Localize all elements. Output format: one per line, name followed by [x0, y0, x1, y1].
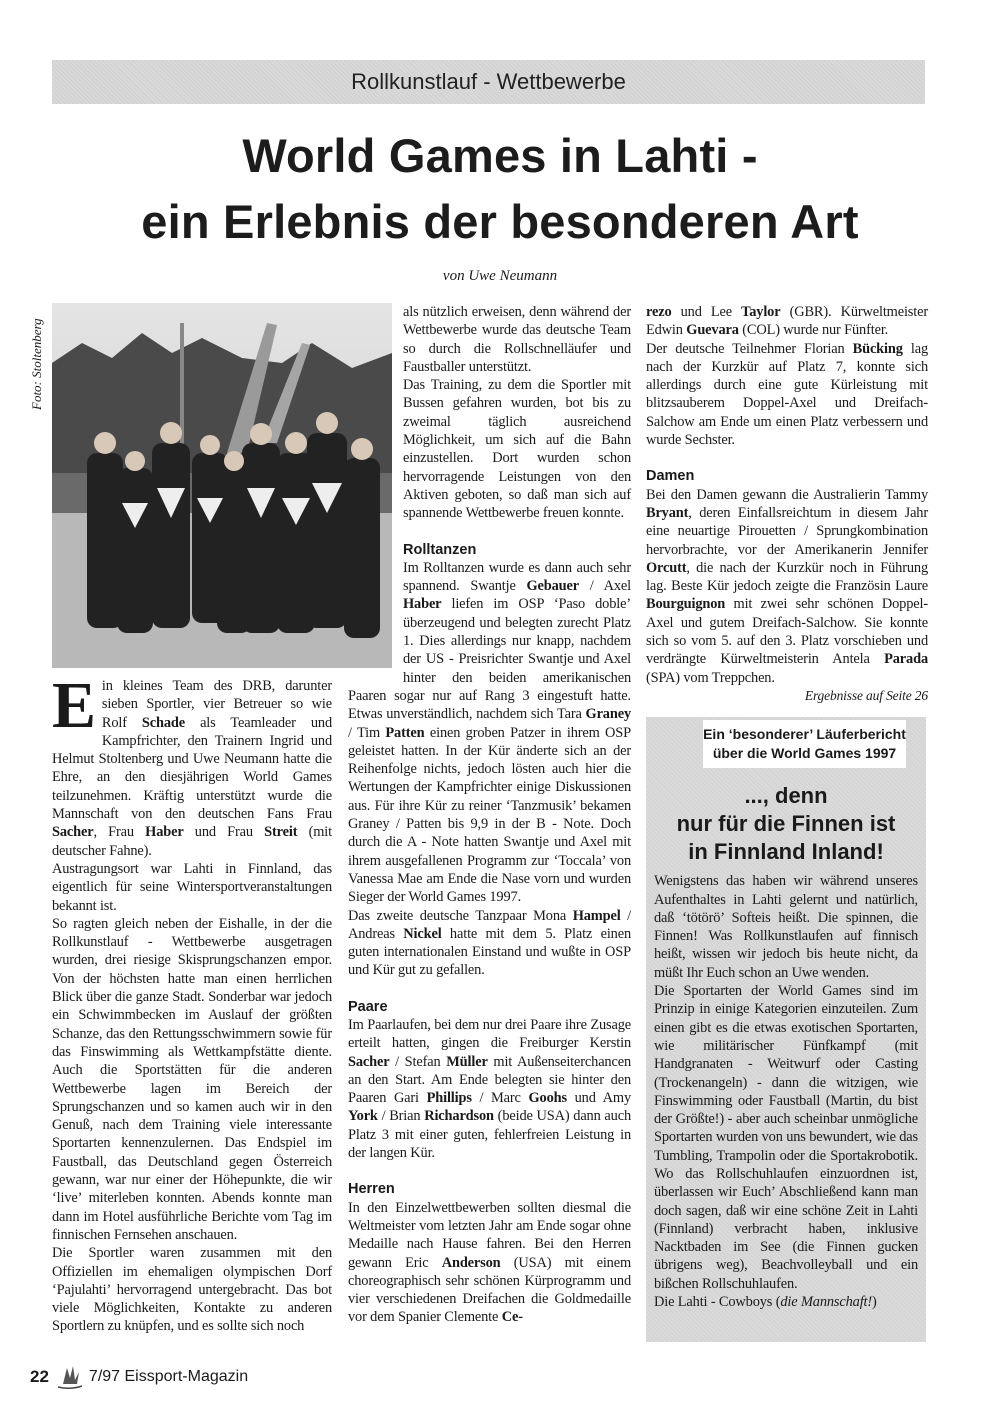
name-bold: Goohs	[528, 1090, 567, 1107]
paragraph: Im Rolltanzen wurde es dann auch sehr spannend. Swantje Gebauer / Axel Haber liefen im OSP ‘Paso doble’ überzeugend und belegten zurecht Platz 1. Dies allerdings nur knapp, nachdem der US - Preisrichter Swantje und Axel hinter den beiden amerikanischen Paaren sogar nur auf Rang 3 eingestuft hatte. Etwas unverständlich, nachdem sich Tara Graney / Tim Patten einen groben Patzer in ihrem OSP geleistet hatten. In der Kür änderte sich an der Reihenfolge nichts, jedoch lösten auch hier die Wertungen der Kampfrichter einige Diskussionen aus. Für ihre Kür zu reiner ‘Tanzmusik’ bekamen Graney / Patten bis 9,9 in der B - Note. Doch durch die A - Note hatten Swantje und Axel mit ihrem ausgefallenen Programm zur ‘Toccala’ von Vanessa Mae am Ende die Nase vorn und wurden Sieger der World Games 1997.	[348, 559, 632, 906]
name-bold: Nickel	[403, 925, 442, 942]
name-bold: Ce-	[501, 1309, 523, 1326]
name-bold: Bücking	[852, 340, 903, 357]
paragraph: Im Paarlaufen, bei dem nur drei Paare ihre Zusage erteilt hatten, gingen die Freiburger Kerstin Sacher / Stefan Müller mit Außenseiterchancen an den Start. Am Ende belegten sie hinter den Paaren Gari Phillips / Marc Goohs und Amy York / Brian Richardson (beide USA) dann auch Platz 3 mit einer guten, fehlerfreien Leistung in der langen Kür.	[348, 1016, 631, 1162]
column-3-text	[646, 303, 928, 705]
name-bold: Richardson	[424, 1108, 494, 1125]
section-heading: Damen	[646, 468, 695, 485]
paragraph: Austragungsort war Lahti in Finnland, das eigentlich für seine Wintersportveranstaltungen bekannt ist.	[52, 860, 332, 914]
sidebar-headline	[646, 782, 926, 866]
name-bold: Sacher	[348, 1053, 390, 1070]
photo-credit-text: Foto: Stoltenberg	[29, 318, 44, 410]
name-bold: Bryant	[646, 504, 689, 521]
sidebar-headline-line3: in Finnland Inland!	[688, 839, 884, 865]
paragraph: in kleines Team des DRB, darunter sieben Sportler, vier Betreuer so wie Rolf Schade als Teamleader und Kampfrichter, den Trainern Ingrid und Helmut Stoltenberg und Uwe Neumann hatte die Ehre, an den diesjährigen World Games teilzunehmen. Kräftig unterstützt wurde die Mannschaft von den deutschen Fans Frau Sacher, Frau Haber und Frau Streit (mit deutscher Fahne).	[52, 678, 332, 859]
name-bold: Haber	[403, 596, 442, 613]
photo-spacer	[348, 303, 403, 669]
page-footer	[30, 1364, 248, 1390]
paragraph: Der deutsche Teilnehmer Florian Bücking lag nach der Kurzkür auf Platz 7, konnte sich allerdings durch eine gute Kürleistung mit blitzsauberem Doppel-Axel und Dreifach-Salchow am Ende um einen Platz verbessern und wurde Sechster.	[646, 340, 928, 449]
sidebar-text	[654, 872, 918, 1311]
name-bold: Patten	[385, 724, 425, 741]
page-number: 22	[30, 1367, 49, 1386]
sidebar-box	[646, 717, 926, 1342]
section-heading: Herren	[348, 1181, 395, 1198]
section-title: Rollkunstlauf - Wettbewerbe	[351, 69, 626, 94]
team-photo	[52, 303, 392, 668]
section-heading: Rolltanzen	[403, 541, 477, 558]
article-title-line1: World Games in Lahti -	[242, 129, 758, 182]
name-bold: Parada	[884, 651, 928, 668]
name-bold: Bourguignon	[646, 596, 726, 613]
italic-text: die Mannschaft!	[780, 1294, 873, 1311]
paragraph: Bei den Damen gewann die Australierin Tammy Bryant, deren Einfallsreichtum in diesem Jahr eine neuartige Pirouetten / Sprungkombination hervorbrachte, vor der Amerikanerin Jennifer Orcutt, die nach der Kurzkür noch in Führung lag. Beste Kür jedoch zeigte die Französin Laure Bourguignon mit zwei sehr schönen Doppel-Axel und gutem Dreifach-Salchow. Sie konnte sich so vom 5. auf den 3. Platz vorschieben und verdrängte Kürweltmeisterin Antela Parada (SPA) vom Treppchen.	[646, 486, 928, 686]
column-2	[348, 303, 631, 1327]
name-bold: Sacher	[52, 824, 94, 841]
section-heading: Paare	[348, 998, 388, 1015]
issue-label: 7/97 Eissport-Magazin	[88, 1368, 249, 1385]
paragraph: In den Einzelwettbewerben sollten diesmal die Weltmeister vom letzten Jahr am Ende sogar ohne Medaille nach Hause fahren. Bei den Herren gewann Eric Anderson (USA) mit einem choreographisch sehr schönen Kürprogramm und vier verschiedenen Dreifachen die Goldmedaille vor dem Spanier Clemente Ce-	[348, 1199, 631, 1326]
paragraph: Die Sportler waren zusammen mit den Offiziellen im ehemaligen olympischen Dorf ‘Pajulahti’ hervorragend untergebracht. Das bot viele Möglichkeiten, Kontakte zu anderen Sportlern zu knüpfen, und es sollte sich noch	[52, 1245, 332, 1335]
name-bold: Hampel	[572, 907, 621, 924]
paragraph: Wenigstens das haben wir während unseres Aufenthaltes in Lahti gelernt und natürlich, daß ‘tötörö’ Softeis heißt. Die spinnen, die Finnen! Was Rollkunstlaufen auf finnisch heißt, wissen wir jedoch bis heute nicht, da müßt Ihr Euch schon an Uwe wenden.	[654, 873, 918, 981]
photo-credit	[27, 300, 45, 420]
name-bold: Streit	[264, 824, 298, 841]
article-title-line2: ein Erlebnis der besonderen Art	[141, 195, 859, 248]
sidebar-label-line2: über die World Games 1997	[712, 745, 897, 762]
paragraph: So ragten gleich neben der Eishalle, in der die Rollkunstlauf - Wettbewerbe ausgetragen wurden, drei riesige Skisprungschanzen empor. Von der höchsten hatte man einen herrlichen Blick über die ganze Stadt. Sonderbar war jedoch ein Schwimmbecken im Auslauf der größten Schanze, das den Rettungsschwimmern sowie für das Finswimming als Wettkampfstätte diente. Auch die Sportstätten für die anderen Wettbewerbe lagen im Bereich der Sprungschanzen und so kamen auch wir in den Genuß, nach dem Training viele interessante Sportarten kennenzulernen. Das Endspiel im Faustball, das Deutschland gegen Österreich gewann, war nur einer der Höhepunkte, die wir ‘live’ miterleben konnten. Abends konnte man dann im Hotel ausführliche Berichte vom Tag im finnischen Fernsehen anschauen.	[52, 915, 332, 1243]
sidebar-headline-line1: ..., denn	[744, 783, 828, 809]
results-reference: Ergebnisse auf Seite 26	[804, 687, 928, 703]
name-bold: York	[348, 1108, 378, 1125]
paragraph: als nützlich erweisen, denn während der Wettbewerbe wurde das deutsche Team so durch die Rollschnelläufer und Faustballer unterstützt.	[403, 304, 631, 375]
name-bold: rezo	[646, 304, 672, 320]
name-bold: Guevara	[686, 322, 739, 339]
paragraph: rezo und Lee Taylor (GBR). Kürweltmeister Edwin Guevara (COL) wurde nur Fünfter.	[646, 304, 928, 339]
paragraph: Die Lahti - Cowboys (die Mannschaft!)	[654, 1294, 877, 1311]
name-bold: Phillips	[426, 1090, 472, 1107]
sidebar-label-line1: Ein ‘besonderer’ Läuferbericht	[703, 726, 906, 743]
skater-logo-icon	[55, 1364, 85, 1390]
name-bold: Anderson	[441, 1254, 501, 1271]
byline: von Uwe Neumann	[442, 268, 558, 284]
paragraph: Das Training, zu dem die Sportler mit Bussen gefahren wurden, bot bis zu zweimal täglich ausreichend Möglichkeit, um sich auf die Bahn einzustellen. Dort wurden schon hervorragende Leistungen von den Aktiven geboten, so daß man sich auf spannende Wettbewerbe freuen konnte.	[403, 377, 631, 522]
name-bold: Taylor	[741, 304, 781, 320]
paragraph: Das zweite deutsche Tanzpaar Mona Hampel / Andreas Nickel hatte mit dem 5. Platz einen guten internationalen Einstand und wußte in OSP und Kür gut zu gefallen.	[348, 907, 631, 979]
name-bold: Schade	[141, 714, 186, 731]
name-bold: Haber	[145, 824, 184, 841]
drop-cap: E	[52, 669, 96, 742]
name-bold: Müller	[446, 1053, 488, 1070]
name-bold: Gebauer	[526, 578, 579, 595]
sidebar-label	[703, 720, 906, 768]
name-bold: Graney	[585, 706, 631, 723]
section-header	[52, 60, 925, 104]
name-bold: Orcutt	[646, 559, 687, 576]
column-1	[52, 669, 332, 1336]
column-3	[646, 303, 928, 1342]
sidebar-headline-line2: nur für die Finnen ist	[676, 811, 896, 837]
team-photo-image	[52, 303, 392, 668]
paragraph: Die Sportarten der World Games sind im Prinzip in einige Kategorien einzuteilen. Zum einen gibt es die etwas exotischen Sportarten, wie militärischer Fünfkampf (mit Handgranaten - Weitwurf oder Casting (Trockenangeln) - dann die witzigen, wie Finswimming oder Faustball (Martin, du bist der Größte!) - aber auch scheinbar unmögliche Sportarten wurden von uns bewundert, wie das Tumbling, Trampolin oder die Sportakrobotik. Wo das Rollschuhlaufen einzuordnen ist, überlassen wir Euch’ Abschließend kann man doch sagen, daß wir eine schöne Zeit in Lahti (Finnland) verbracht haben, inklusive Nacktbaden im See (die Finnen gucken übrigens weg), Beachvolleyball und ein bißchen Rollschuhlaufen.	[654, 983, 918, 1292]
